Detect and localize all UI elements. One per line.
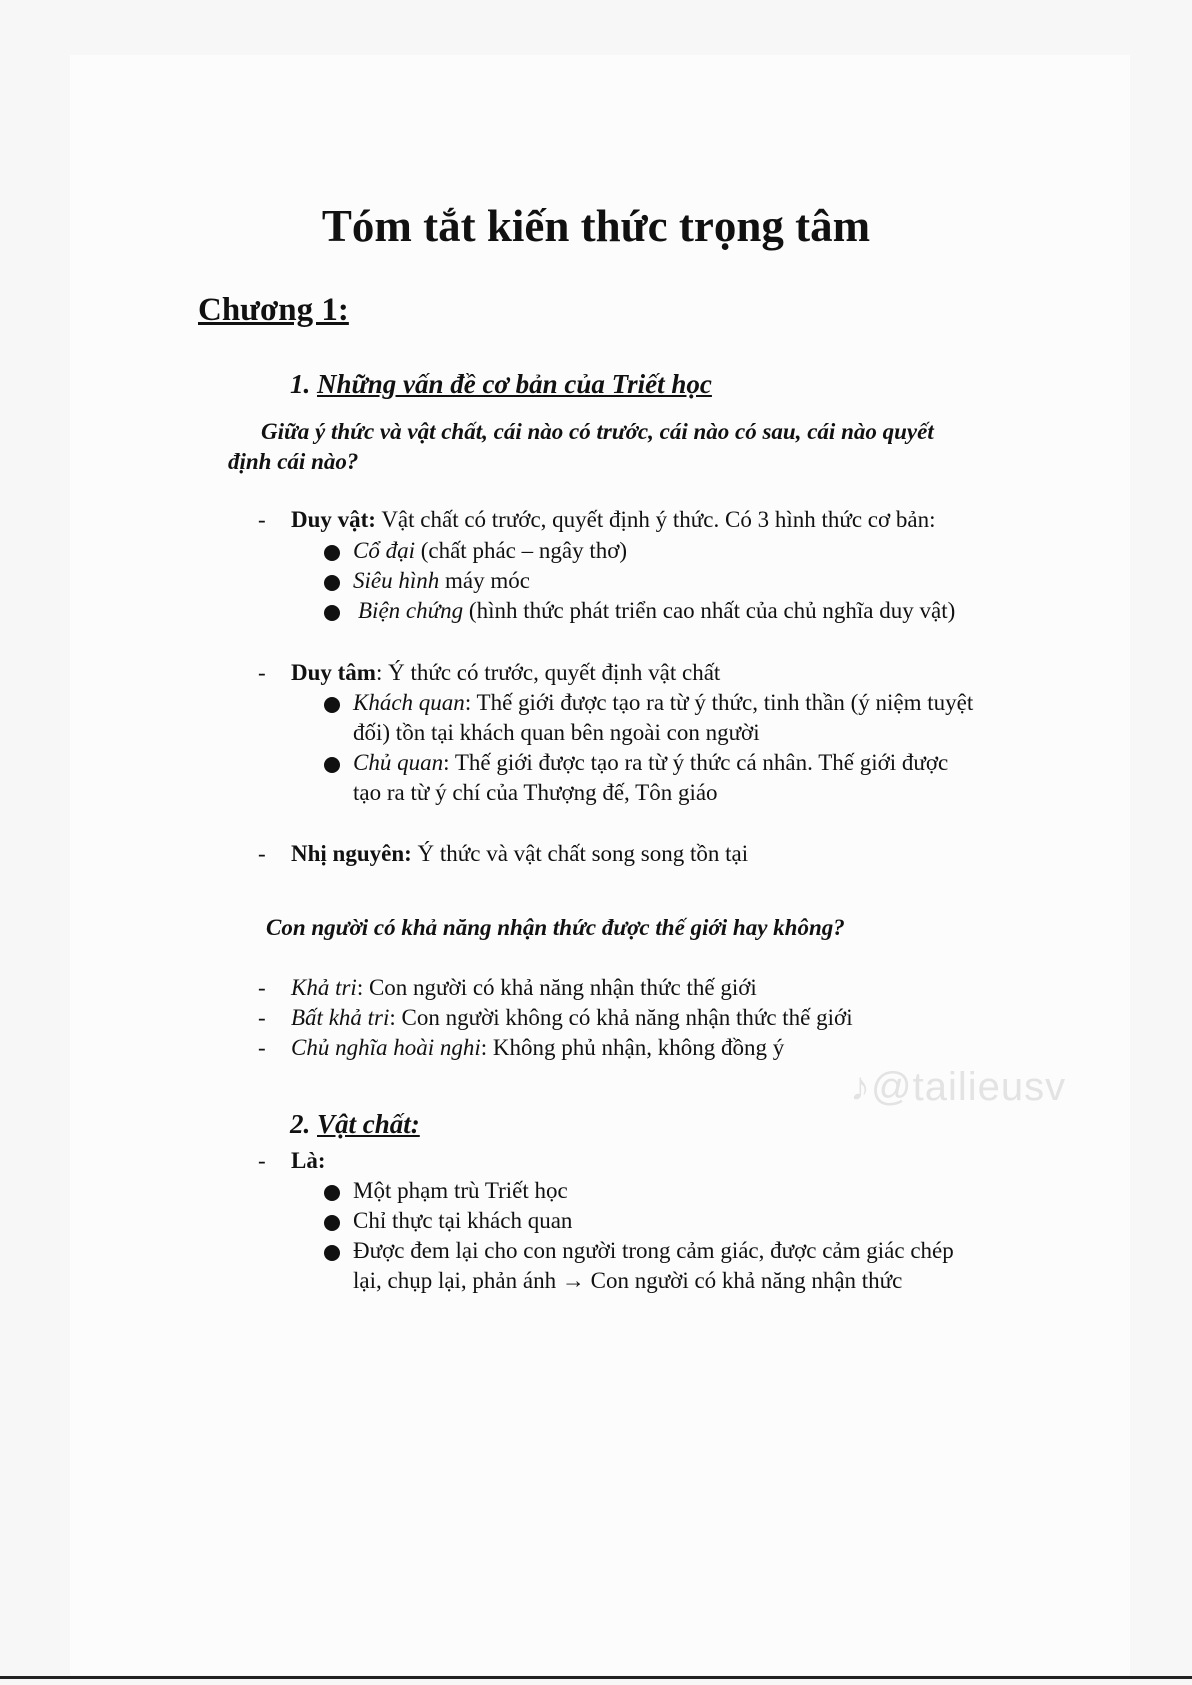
bullet-icon [324,697,340,713]
knowledge-item-2 [291,1002,853,1033]
bullet-icon [324,605,340,621]
question-2: Con người có khả năng nhận thức được thế giới hay không? [266,915,845,940]
tiktok-icon: ♪ [850,1065,871,1109]
knowledge-item-1-term: Khả tri [291,975,357,1000]
duy-vat-item-2-text: máy móc [439,568,530,593]
knowledge-item-1 [291,972,757,1003]
duy-vat-label: Duy vật: [291,507,376,532]
dash-marker: - [258,975,266,1000]
question-1-line-2: định cái nào? [228,449,359,474]
la-label-line [291,1145,326,1176]
nhi-nguyen-line [291,838,748,869]
knowledge-item-1-text: : Con người có khả năng nhận thức thế giới [356,975,757,1000]
bullet-icon [324,1245,340,1261]
duy-tam-label: Duy tâm [291,660,376,685]
duy-tam-item-2-line-2: tạo ra từ ý chí của Thượng đế, Tôn giáo [353,780,718,805]
bullet-icon [324,1215,340,1231]
duy-tam-line [291,657,720,688]
section-2-number: 2. [290,1109,311,1139]
duy-vat-item-1-text: (chất phác – ngây thơ) [414,538,628,563]
duy-tam-item-2-line-1 [353,747,948,778]
duy-tam-text: : Ý thức có trước, quyết định vật chất [375,660,721,685]
duy-tam-item-1-term: Khách quan [353,690,465,715]
dash-marker: - [258,1005,266,1030]
duy-vat-item-1 [353,535,627,566]
section-2-heading [290,1106,420,1142]
section-1-heading [290,366,712,402]
duy-vat-item-1-term: Cổ đại [353,538,415,563]
vat-chat-item-3-line-2: lại, chụp lại, phản ánh → Con người có khả năng nhận thức [353,1268,903,1293]
dash-marker: - [258,660,266,685]
knowledge-item-2-text: : Con người không có khả năng nhận thức thế giới [389,1005,853,1030]
nhi-nguyen-text: Ý thức và vật chất song song tồn tại [411,841,749,866]
duy-tam-item-2-term: Chủ quan [353,750,444,775]
question-1-line-1: Giữa ý thức và vật chất, cái nào có trước, cái nào có sau, cái nào quyết [261,419,934,444]
section-1-number: 1. [290,369,311,399]
dash-marker: - [258,507,266,532]
bullet-icon [324,1185,340,1201]
dash-marker: - [258,1148,266,1173]
section-1-title: Những vấn đề cơ bản của Triết học [317,369,712,399]
knowledge-item-3-term: Chủ nghĩa hoài nghi [291,1035,481,1060]
duy-vat-line [291,504,936,535]
duy-tam-item-1-text: : Thế giới được tạo ra từ ý thức, tinh thần (ý niệm tuyệt [464,690,974,715]
nhi-nguyen-label: Nhị nguyên: [291,841,412,866]
duy-vat-item-3-text: (hình thức phát triển cao nhất của chủ nghĩa duy vật) [463,598,956,623]
duy-tam-item-1-line-1 [353,687,973,718]
duy-vat-item-2-term: Siêu hình [353,568,440,593]
duy-tam-item-1-line-2: đối) tồn tại khách quan bên ngoài con người [353,720,760,745]
vat-chat-item-1: Một phạm trù Triết học [353,1178,568,1203]
la-label: Là: [291,1148,326,1173]
watermark [850,1062,1066,1112]
duy-vat-item-3-term: Biện chứng [358,598,464,623]
chapter-heading: Chương 1: [198,292,349,328]
duy-vat-item-2 [353,565,530,596]
knowledge-item-3-text: : Không phủ nhận, không đồng ý [480,1035,785,1060]
bottom-border [0,1676,1192,1679]
duy-vat-item-3 [358,595,955,626]
duy-vat-text: Vật chất có trước, quyết định ý thức. Có 3 hình thức cơ bản: [375,507,936,532]
watermark-text: @tailieusv [871,1065,1067,1109]
dash-marker: - [258,1035,266,1060]
vat-chat-item-2: Chỉ thực tại khách quan [353,1208,573,1233]
knowledge-item-3 [291,1032,784,1063]
bullet-icon [324,545,340,561]
section-2-title: Vật chất: [317,1109,420,1139]
duy-tam-item-2-text: : Thế giới được tạo ra từ ý thức cá nhân. Thế giới được [443,750,949,775]
knowledge-item-2-term: Bất khả tri [291,1005,390,1030]
vat-chat-item-3-line-1: Được đem lại cho con người trong cảm giác, được cảm giác chép [353,1238,954,1263]
dash-marker: - [258,841,266,866]
bullet-icon [324,575,340,591]
page-title: Tóm tắt kiến thức trọng tâm [321,201,871,251]
bullet-icon [324,757,340,773]
